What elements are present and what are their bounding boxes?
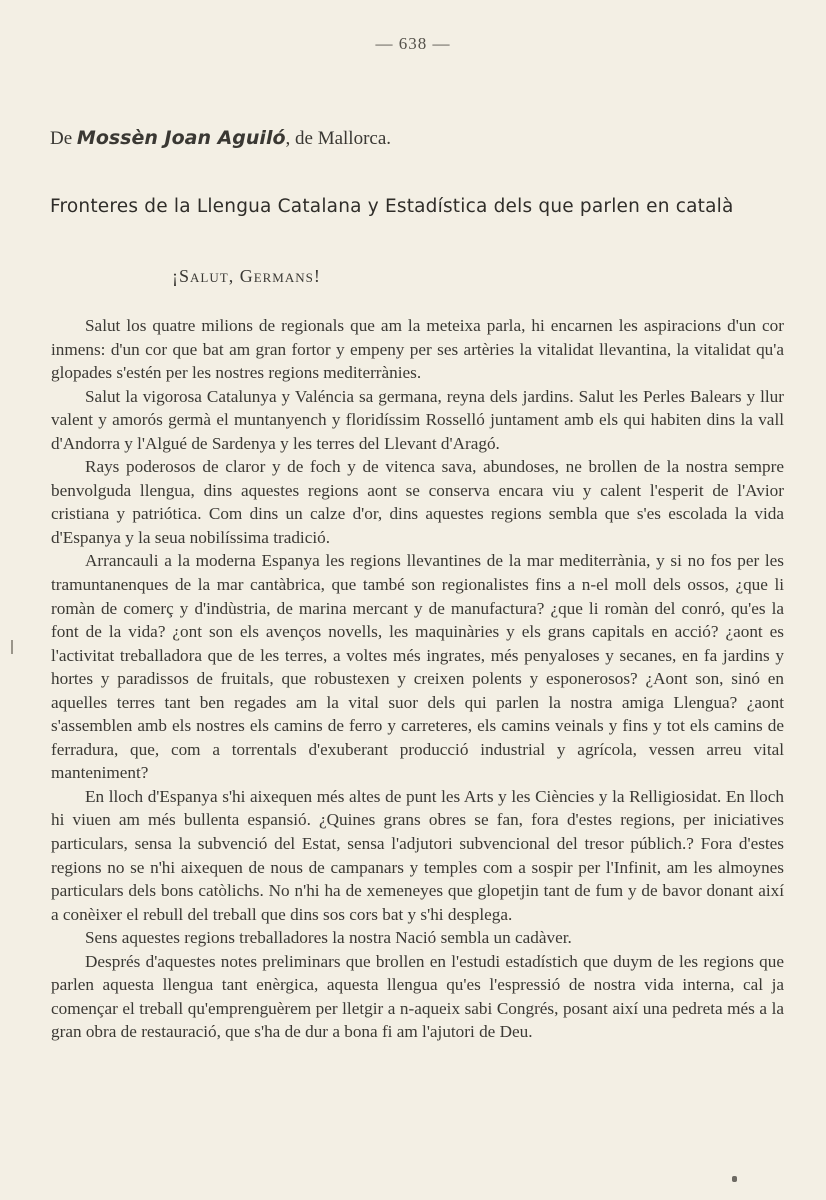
margin-mark [11, 640, 13, 654]
paragraph: En lloch d'Espanya s'hi aixequen més altes de punt les Arts y les Ciències y la Relligiosidat. En lloch hi viuen am més bullenta espansió. ¿Quines grans obres se fan, fora d'estes regions, per iniciatives particulars, sensa la subvenció del Estat, sensa l'adjutori subvencional del tresor públich.? Fora d'estes regions no se n'hi aixequen de nous de campanars y temples com a sospir per l'Infinit, am les almoynes particulars dels bons catòlichs. No n'hi ha de xemeneyes que glopetjin tant de fum y de bavor donant així a conèixer el rebull del treball que dins sos cors bat y s'hi desplega. [51, 786, 784, 924]
byline-suffix: , de Mallorca. [285, 128, 392, 149]
greeting-open: ¡ [172, 266, 179, 286]
paragraph: Sens aquestes regions treballadores la nostra Nació sembla un cadàver. [85, 928, 572, 948]
paragraph: Arrancauli a la moderna Espanya les regions llevantines de la mar mediterrània, y si no fos per les tramuntanenques de la mar cantàbrica, que també son regionalistes fins a n-el moll dels ossos, ¿que li romàn de comerç y d'indùstria, de marina mercant y de manufactura? ¿que li romàn del conró, qu'es la font de la vida? ¿ont son els avenços novells, les maquinàries y els grans capitals en acció? ¿aont es l'activitat treballadora que de les terres, a voltes més ingrates, més penyaloses y secanes, en fa jardins y hortes y paradissos de fruitals, que robustexen y creixen polents y esponerosos? ¿Aont son, sinó en aquelles terres tant ben regades am la vital suor dels qui parlen la nostra amiga Llengua? ¿aont s'assemblen amb els nostres els camins de ferro y carreteres, els camins veinals y fins y tot els camins de ferradura, que, com a torrentals d'exuberant producció industrial y agrícola, vessen arreu vital manteniment? [51, 551, 784, 783]
greeting [172, 266, 321, 287]
body-text [51, 314, 784, 1044]
paragraph: Després d'aquestes notes preliminars que brollen en l'estudi estadístich que duym de les regions que parlen aquesta llengua tant enèrgica, aquesta llengua qu'es l'espressió de nostra vida interna, cal ja començar el treball qu'emprenguèrem per lletgir a n-aqueix sabi Congrés, posant així una pedreta més a la gran obra de restauració, que s'ha de dur a bona fi am l'ajutori de Deu. [51, 951, 784, 1042]
bottom-ink-mark [732, 1176, 737, 1182]
greeting-second-rest: ERMANS [253, 270, 314, 285]
page-number: — 638 — [375, 34, 451, 53]
greeting-close: ! [313, 266, 321, 286]
byline [50, 127, 391, 150]
paragraph: Salut la vigorosa Catalunya y Valéncia sa germana, reyna dels jardins. Salut les Perles Balears y llur valent y amorós germà el muntanyench y floridíssim Rosselló juntament amb els qui habiten dins la vall d'Andorra y l'Algué de Sardenya y les terres del Llevant d'Aragó. [51, 386, 784, 453]
paragraph: Rays poderosos de claror y de foch y de vitenca sava, abundoses, ne brollen de la nostra sempre benvolguda llengua, dins aquestes regions aont se conserva encara viu y calent l'esperit de l'Avior cristiana y patriótica. Com dins un calze d'or, dins aquestes regions sembla que s'es escolada la vida d'Espanya y la seua nobilíssima tradició. [51, 457, 784, 547]
paragraph: Salut los quatre milions de regionals que am la meteixa parla, hi encarnen les aspiracions d'un cor inmens: d'un cor que bat am gran fortor y empeny per ses artèries la vitalidat llevantina, la vitalidat qu'a glopades s'estén per les nostres regions mediterrànies. [51, 316, 784, 383]
greeting-first-initial: S [179, 266, 191, 286]
byline-prefix: De [50, 128, 73, 149]
greeting-second-initial: G [239, 266, 254, 286]
greeting-separator: , [228, 266, 240, 286]
article-title: Fronteres de la Llengua Catalana y Estadística dels que parlen en català [50, 196, 734, 217]
greeting-first-rest: ALUT [190, 270, 229, 285]
byline-author: Mossèn Joan Aguiló [76, 127, 286, 149]
